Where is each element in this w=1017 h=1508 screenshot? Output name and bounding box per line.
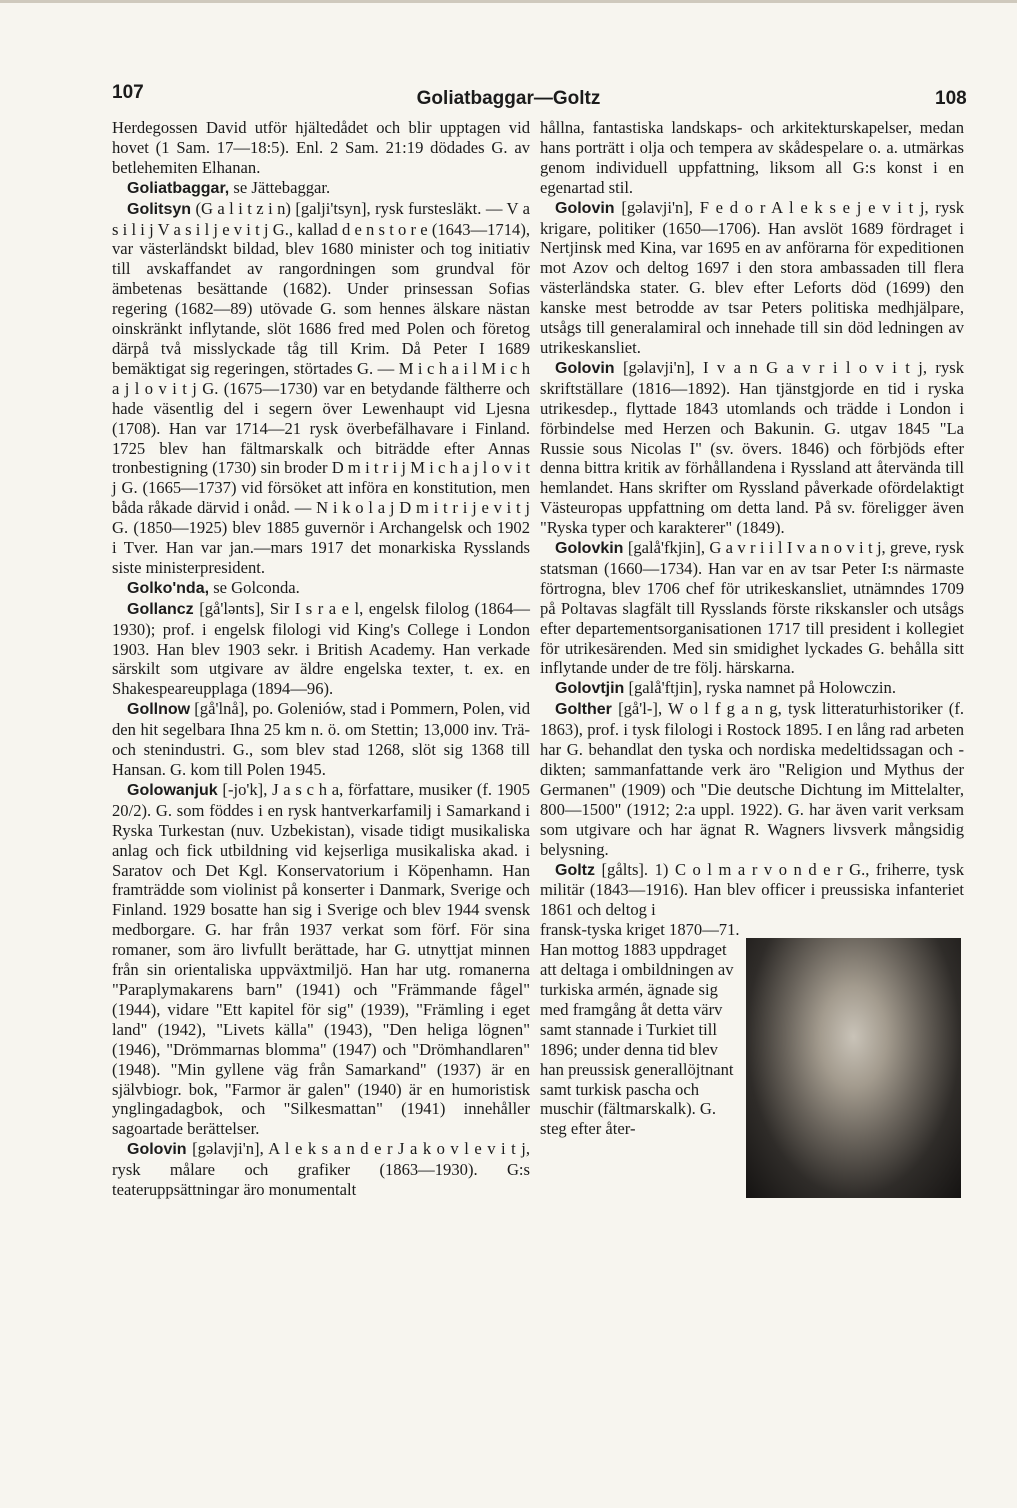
entry-text: [gå'lənts], Sir I s r a e l, engelsk filolog (1864—1930); prof. i engelsk filologi vid King's College i London 1903. Han blev 1903 sekr. i British Academy. Han verkade särskilt som utgivare av äldre engelska texter, t. ex. en Shakespeareupplaga (1894—96).	[112, 598, 530, 699]
entry-text: [gålts]. 1) C o l m a r v o n d e r G., friherre, tysk militär (1843—1916). Han blev officer i preussiska infanteriet 1861 och deltog i	[540, 859, 964, 920]
dictionary-entry	[112, 599, 530, 700]
entry-text: [gå'l-], W o l f g a n g, tysk litteraturhistoriker (f. 1863), prof. i tysk filologi i Rostock 1895. I en lång rad arbeten har G. behandlat den tyska och nordiska medeltidssagan och -dikten; sammanfattande verk äro "Religion und Mythus der Germanen" (1909) och "Die deutsche Dichtung im Mittelalter, 800—1500" (1912; 2:a uppl. 1922). G. har även varit verksam som utgivare och har ägnat R. Wagners livsverk mångsidig belysning.	[540, 699, 964, 859]
dictionary-entry	[112, 199, 530, 578]
entry-headword: Goliatbaggar,	[127, 179, 230, 197]
right-column	[540, 118, 964, 1139]
entry-headword: Golovin	[555, 199, 615, 217]
entry-headword: Goltz	[555, 861, 595, 879]
dictionary-entry	[540, 538, 964, 678]
dictionary-entry	[540, 358, 964, 538]
entry-text: [-jo'k], J a s c h a, författare, musiker (f. 1905 20/2). G. som föddes i en rysk hantverkarfamilj i Samarkand i Ryska Turkestan (nuv. Uzbekistan), visade tidigt musikaliska anlag och fick utbildning vid kejserliga musikaliska akad. i Saratov och Det Kgl. Konservatorium i Köpenhamn. Han framträdde som violinist på konserter i Danmark, Sverige och Finland. 1929 bosatte han sig i Sverige och blev 1944 svensk medborgare. G. har från 1937 verkat som förf. För sina romaner, som äro livfullt berättade, har G. utnyttjat minnen från sin orientaliska uppväxtmiljö. Han har utg. romanerna "Paraplymakarens barn" (1941) och "Främmande fågel" (1944), vidare "Ett kapitel för sig" (1939), "Främling i eget land" (1942), "Livets källa" (1943), "Den heliga lögnen" (1946), "Drömmarnas blomma" (1947) och "Drömhandlaren" (1948). "Min gyllene väg från Samarkand" (1937) är en självbiogr. bok, "Farmor är galen" (1940) är en humoristisk ynglingadagbok, och "Silkesmattan" (1941) innehåller sagoartade berättelser.	[112, 779, 530, 1139]
goltz-narrow-text: fransk-tyska kriget 1870—71. Han mottog 1883 uppdraget att deltaga i ombildningen av turkiska armén, ägnade sig med framgång åt detta värv samt stannade i Turkiet till 1896; under denna tid blev han preussisk generallöjtnant samt turkisk pascha och muschir (fältmarskalk). G. steg efter åter-	[540, 920, 740, 1139]
entry-text: se Golconda.	[213, 577, 300, 597]
entry-text: hållna, fantastiska landskaps- och arkitekturskapelser, medan hans porträtt i olja och tempera av skådespelare o. a. utmärkas genom individuell uppfattning, liksom all G:s konst i en egenartad stil.	[540, 118, 964, 197]
dictionary-entry	[112, 578, 530, 599]
entry-text: [gəlavji'n], F e d o r A l e k s e j e v i t j, rysk krigare, politiker (1650—1706). Han avslöt 1689 fördraget i Nertjinsk med Kina, var 1695 en av anförarna för expeditionen mot Azov och deltog 1697 i den stora ambassaden till flera västerländska stater. G. blev efter Leforts död (1699) den kanske mest betrodde av tsar Peters politiska medhjälpare, utsågs till generalamiral och innehade till sin död ledningen av utrikeskansliet.	[540, 197, 964, 357]
entry-headword: Golovin	[127, 1141, 187, 1159]
entry-headword: Gollancz	[127, 600, 194, 618]
entry-headword: Golowanjuk	[127, 781, 218, 799]
dictionary-entry	[112, 699, 530, 780]
dictionary-entry	[540, 198, 964, 358]
left-column	[112, 118, 530, 1200]
entry-text: [gå'lnå], po. Goleniów, stad i Pommern, Polen, vid den hit segelbara Ihna 25 km n. ö. om Stettin; 13,000 inv. Trä- och stenindustri. G., som blev stad 1268, slöt sig 1368 till Hansan. G. kom till Polen 1945.	[112, 699, 530, 779]
entry-text: (G a l i t z i n) [galji'tsyn], rysk furstesläkt. — V a s i l i j V a s i l j e v i t j G., kallad d e n s t o r e (1643—1714), var västerländskt bildad, blev 1680 minister och tog initiativ till avskaffandet av rangordningen som grundval för ämbetenas besättande (1682). Under prinsessan Sofias regering (1682—89) utövade G. som hennes älskare nästan oinskränkt inflytande, slöt 1686 fred med Polen och företog därpå två misslyckade tåg till Krim. Då Peter I 1689 bemäktigat sig regeringen, störtades G. — M i c h a i l M i c h a j l o v i t j G. (1675—1730) var en betydande fältherre och hade väsentlig del i segern över Lewenhaupt vid Ljesna (1708). Han var 1714—21 rysk överbefälhavare i Finland. 1725 blev han fältmarskalk och biträdde efter Annas tronbestigning (1730) sin broder D m i t r i j M i c h a j l o v i t j G. (1665—1737) vid försöket att införa en konstitution, men båda råkade därvid i onåd. — N i k o l a j D m i t r i j e v i t j G. (1850—1925) blev 1885 guvernör i Archangelsk och 1902 i Tver. Han var jan.—mars 1917 det monarkiska Rysslands siste ministerpresident.	[112, 198, 531, 577]
page-number-right: 108	[935, 88, 967, 109]
entry-text: [galå'ftjin], ryska namnet på Holowczin.	[628, 678, 896, 698]
entry-headword: Golovtjin	[555, 680, 625, 698]
entry-text: [galå'fkjin], G a v r i i l I v a n o v i t j, greve, rysk statsman (1660—1734). Han var en av tsar Peter I:s närmaste förtrogna, blev 1706 chef för utrikeskansliet, utnämndes 1709 på Poltavas slagfält till Rysslands förste rikskansler och utsågs efter departementsorganisationen 1717 till president i kollegiet för utrikesärenden. Med sin smidighet lyckades G. behålla sitt inflytande under de tre följ. härskarna.	[540, 538, 964, 678]
dictionary-entry	[112, 1139, 530, 1200]
dictionary-entry	[112, 118, 530, 178]
dictionary-entry	[540, 699, 964, 859]
entry-text: [gəlavji'n], I v a n G a v r i l o v i t j, rysk skriftställare (1816—1892). Han tjänstgjorde en tid i ryska utrikesdep., flyttade 1843 utomlands och trädde i London i förbindelse med Herzen och Bakunin. G. utgav 1845 "La Russie sous Nicolas I" (sv. övers. 1846) och förbjöds efter denna bittra kritik av förhållandena i Ryssland att återvända till hemlandet. Hans skrifter om Ryssland påverkade ofördelaktigt Västeuropas uppfattning om detta land. På sv. föreligger även "Ryska typer och karakterer" (1849).	[540, 357, 964, 538]
top-rule	[0, 0, 1017, 3]
entry-text: se Jättebaggar.	[233, 177, 331, 197]
entry-headword: Golther	[555, 701, 612, 719]
entry-headword: Golitsyn	[127, 200, 192, 218]
entry-headword: Golko'nda,	[127, 579, 210, 597]
page-number-left: 107	[112, 82, 144, 103]
dictionary-entry	[112, 780, 530, 1139]
entry-headword: Golovin	[555, 359, 615, 377]
dictionary-entry	[112, 178, 530, 199]
entry-text: [gəlavji'n], A l e k s a n d e r J a k o v l e v i t j, rysk målare och grafiker (1863—1930). G:s teateruppsättningar äro monumentalt	[112, 1139, 530, 1200]
dictionary-entry	[540, 860, 964, 921]
dictionary-entry	[540, 118, 964, 198]
entry-headword: Golovkin	[555, 540, 624, 558]
entry-headword: Gollnow	[127, 701, 191, 719]
dictionary-entry	[540, 678, 964, 699]
goltz-continuation	[540, 920, 964, 1139]
entry-text: Herdegossen David utför hjältedådet och blir upptagen vid hovet (1 Sam. 17—18:5). Enl. 2 Sam. 21:19 dödades G. av betlehemiten Elhanan.	[112, 118, 530, 177]
portrait-photo	[746, 938, 961, 1198]
running-head: Goliatbaggar—Goltz	[416, 88, 601, 109]
